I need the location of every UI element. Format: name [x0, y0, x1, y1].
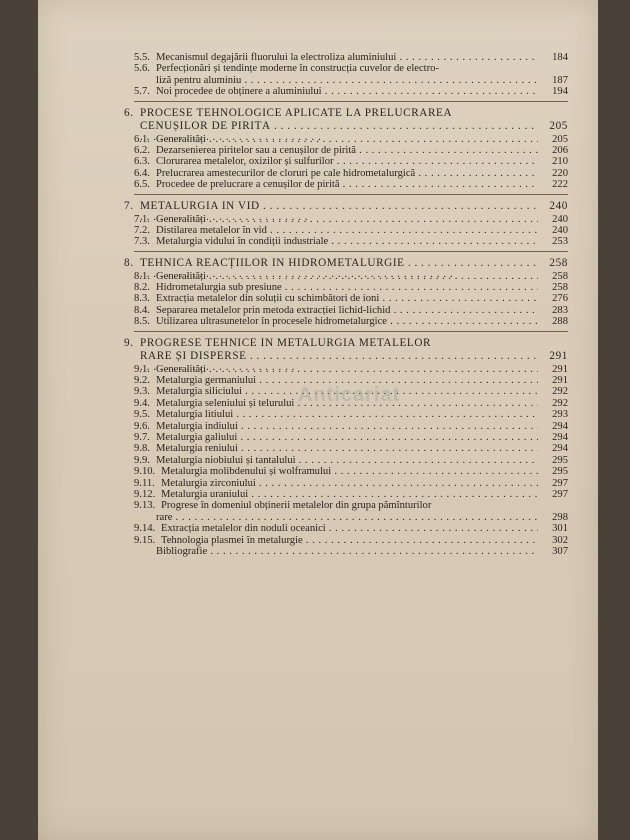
entry-title: Extracția metalelor din noduli oceanici . . . — [161, 523, 538, 535]
entry-number: 8.3. — [134, 293, 150, 305]
entry-title: Extracția metalelor din soluții cu schimbători de ioni . . . — [156, 293, 538, 305]
toc-entry — [134, 455, 568, 466]
toc-section-ch5-cont — [134, 52, 568, 102]
entry-page-number: 291 — [552, 363, 568, 375]
entry-title: Progrese în domeniul obținerii metalelor din grupa pămînturilor — [161, 500, 432, 512]
entry-number: 9.13. — [134, 500, 156, 512]
entry-page-number: 297 — [552, 488, 568, 500]
chapter-heading — [124, 336, 568, 351]
book-page — [38, 0, 598, 840]
entry-number: 6.2. — [134, 144, 150, 156]
toc-entry — [134, 134, 568, 145]
entry-title: Generalități . . . — [156, 364, 538, 376]
entry-page-number: 258 — [552, 282, 568, 294]
entry-number: 6.5. — [134, 179, 150, 191]
entry-number: 7.1. — [134, 213, 150, 225]
entry-number: 6.1. — [134, 133, 150, 145]
table-of-contents — [124, 52, 568, 564]
toc-entry — [134, 52, 568, 63]
entry-number: 5.6. — [134, 63, 150, 75]
toc-entry — [134, 364, 568, 375]
entry-page-number: 294 — [552, 443, 568, 455]
entry-page-number: 206 — [552, 144, 568, 156]
toc-entry — [134, 523, 568, 534]
entry-page-number: 298 — [552, 511, 568, 523]
toc-entry — [134, 156, 568, 167]
entry-number: 9.15. — [134, 534, 156, 546]
entry-number: 9.4. — [134, 397, 150, 409]
entry-page-number: 184 — [552, 52, 568, 63]
toc-entry — [134, 500, 568, 511]
entry-title: Metalurgia indiului . . . — [156, 421, 538, 433]
entry-title: Tehnologia plasmei în metalurgie . . . — [161, 535, 538, 547]
entry-page-number: 276 — [552, 293, 568, 305]
chapter-heading — [134, 121, 568, 134]
toc-entry — [134, 63, 568, 74]
toc-entry — [134, 546, 568, 557]
chapter-title: TEHNICA REACȚIILOR ÎN HIDROMETALURGIE . . . — [140, 258, 538, 281]
chapter-heading — [124, 256, 568, 271]
toc-entry — [134, 478, 568, 489]
entry-title: Metalurgia uraniului . . . — [161, 489, 538, 501]
entry-title: Generalități . . . — [156, 214, 538, 226]
entry-page-number: 293 — [552, 409, 568, 421]
chapter-title: RARE ȘI DISPERSE . . . — [140, 351, 538, 374]
toc-entry — [134, 535, 568, 546]
entry-page-number: 288 — [552, 316, 568, 328]
entry-page-number: 307 — [552, 545, 568, 557]
entry-page-number: 222 — [552, 179, 568, 191]
entry-title: Dezarsenierea piritelor sau a cenușilor de pirită . . . — [156, 145, 538, 157]
entry-title: Metalurgia zirconiului . . . — [161, 478, 538, 490]
entry-number: 9.9. — [134, 454, 150, 466]
toc-entry — [134, 293, 568, 304]
entry-page-number: 283 — [552, 304, 568, 316]
toc-section-ch8 — [124, 256, 568, 332]
toc-entry — [134, 225, 568, 236]
chapter-page-number: 205 — [549, 119, 568, 132]
entry-title: Metalurgia germaniului . . . — [156, 375, 538, 387]
entry-number: 9.6. — [134, 420, 150, 432]
entry-page-number: 295 — [552, 466, 568, 478]
entry-number: 9.10. — [134, 466, 156, 478]
entry-page-number: 220 — [552, 167, 568, 179]
entry-page-number: 205 — [552, 133, 568, 145]
entry-title: Bibliografie . . . — [156, 546, 538, 558]
toc-entry — [134, 489, 568, 500]
entry-page-number: 297 — [552, 477, 568, 489]
entry-title: Noi procedee de obținere a aluminiului . . . — [156, 86, 538, 98]
entry-page-number: 301 — [552, 523, 568, 535]
entry-number: 5.7. — [134, 86, 150, 98]
entry-number: 9.7. — [134, 431, 150, 443]
toc-section-ch9 — [124, 336, 568, 561]
entry-page-number: 253 — [552, 236, 568, 248]
entry-number: 8.2. — [134, 282, 150, 294]
entry-title: Metalurgia molibdenului și wolframului . . . — [161, 466, 538, 478]
entry-title: Separarea metalelor prin metoda extracției lichid-lichid . . . — [156, 305, 538, 317]
entry-title: Distilarea metalelor în vid . . . — [156, 225, 538, 237]
entry-page-number: 302 — [552, 534, 568, 546]
entry-page-number: 294 — [552, 420, 568, 432]
entry-title: Metalurgia siliciului . . . — [156, 386, 538, 398]
toc-entry — [134, 305, 568, 316]
toc-entry — [134, 316, 568, 327]
entry-number: 9.12. — [134, 488, 156, 500]
entry-title: Perfecționări și tendințe moderne în construcția cuvelor de electro- — [156, 63, 439, 75]
toc-entry — [134, 179, 568, 190]
chapter-page-number: 258 — [549, 256, 568, 269]
entry-number: 8.1. — [134, 270, 150, 282]
entry-number: 6.3. — [134, 156, 150, 168]
chapter-title: PROGRESE TEHNICE ÎN METALURGIA METALELOR — [140, 337, 432, 349]
toc-entry — [134, 168, 568, 179]
entry-number: 9.2. — [134, 375, 150, 387]
entry-page-number: 240 — [552, 213, 568, 225]
entry-page-number: 240 — [552, 224, 568, 236]
entry-page-number: 294 — [552, 431, 568, 443]
toc-section-ch6 — [124, 106, 568, 195]
entry-number: 9.5. — [134, 409, 150, 421]
entry-title: Metalurgia niobiului și tantalului . . . — [156, 455, 538, 467]
chapter-heading — [124, 199, 568, 214]
entry-title: Metalurgia reniului . . . — [156, 443, 538, 455]
toc-section-ch7 — [124, 199, 568, 252]
entry-title: Metalurgia seleniului și telurului . . . — [156, 398, 538, 410]
entry-title: Generalități . . . — [156, 134, 538, 146]
entry-title: liză pentru aluminiu . . . — [156, 75, 538, 87]
entry-page-number: 210 — [552, 156, 568, 168]
entry-title: Procedee de prelucrare a cenușilor de pirită . . . — [156, 179, 538, 191]
chapter-number: 8. — [124, 256, 134, 269]
toc-entry — [134, 443, 568, 454]
toc-entry — [134, 145, 568, 156]
chapter-heading — [134, 351, 568, 364]
chapter-heading — [124, 106, 568, 121]
entry-title: Utilizarea ultrasunetelor în procesele hidrometalurgice . . . — [156, 316, 538, 328]
toc-entry — [134, 86, 568, 97]
toc-entry — [134, 466, 568, 477]
entry-number: 7.3. — [134, 236, 150, 248]
entry-title: Clorurarea metalelor, oxizilor și sulfurilor . . . — [156, 156, 538, 168]
chapter-page-number: 240 — [549, 199, 568, 212]
chapter-title: CENUȘILOR DE PIRITĂ . . . — [140, 121, 538, 144]
entry-page-number: 291 — [552, 375, 568, 387]
watermark-stamp: Anticariat — [298, 384, 401, 406]
chapter-number: 6. — [124, 106, 134, 119]
entry-page-number: 194 — [552, 86, 568, 98]
entry-title: rare . . . — [156, 512, 538, 524]
toc-entry — [134, 282, 568, 293]
entry-title: Hidrometalurgia sub presiune . . . — [156, 282, 538, 294]
entry-number: 8.4. — [134, 304, 150, 316]
entry-number: 9.8. — [134, 443, 150, 455]
entry-number: 9.14. — [134, 523, 156, 535]
entry-title: Prelucrarea amestecurilor de cloruri pe cale hidrometalurgică . . . — [156, 168, 538, 180]
toc-entry — [134, 75, 568, 86]
entry-number: 9.3. — [134, 386, 150, 398]
entry-title: Metalurgia galiului . . . — [156, 432, 538, 444]
entry-number: 9.1. — [134, 363, 150, 375]
entry-number: 9.11. — [134, 477, 155, 489]
entry-number: 8.5. — [134, 316, 150, 328]
toc-entry — [134, 214, 568, 225]
entry-title: Metalurgia litiului . . . — [156, 409, 538, 421]
chapter-title: PROCESE TEHNOLOGICE APLICATE LA PRELUCRAREA — [140, 107, 453, 119]
toc-entry — [134, 271, 568, 282]
toc-entry — [134, 236, 568, 247]
entry-title: Metalurgia vidului în condiții industriale . . . — [156, 236, 538, 248]
chapter-title: METALURGIA ÎN VID . . . — [140, 201, 538, 224]
entry-page-number: 295 — [552, 454, 568, 466]
entry-number: 6.4. — [134, 167, 150, 179]
chapter-number: 9. — [124, 336, 134, 349]
chapter-number: 7. — [124, 199, 134, 212]
toc-entry — [134, 512, 568, 523]
entry-page-number: 292 — [552, 397, 568, 409]
entry-page-number: 187 — [552, 74, 568, 86]
entry-number: 7.2. — [134, 224, 150, 236]
entry-number: 5.5. — [134, 52, 150, 63]
entry-page-number: 292 — [552, 386, 568, 398]
entry-title: Generalități . . . — [156, 271, 538, 283]
chapter-page-number: 291 — [549, 349, 568, 362]
toc-entry — [134, 432, 568, 443]
entry-page-number: 258 — [552, 270, 568, 282]
entry-title: Mecanismul degajării fluorului la electroliza aluminiului . . . — [156, 52, 538, 64]
